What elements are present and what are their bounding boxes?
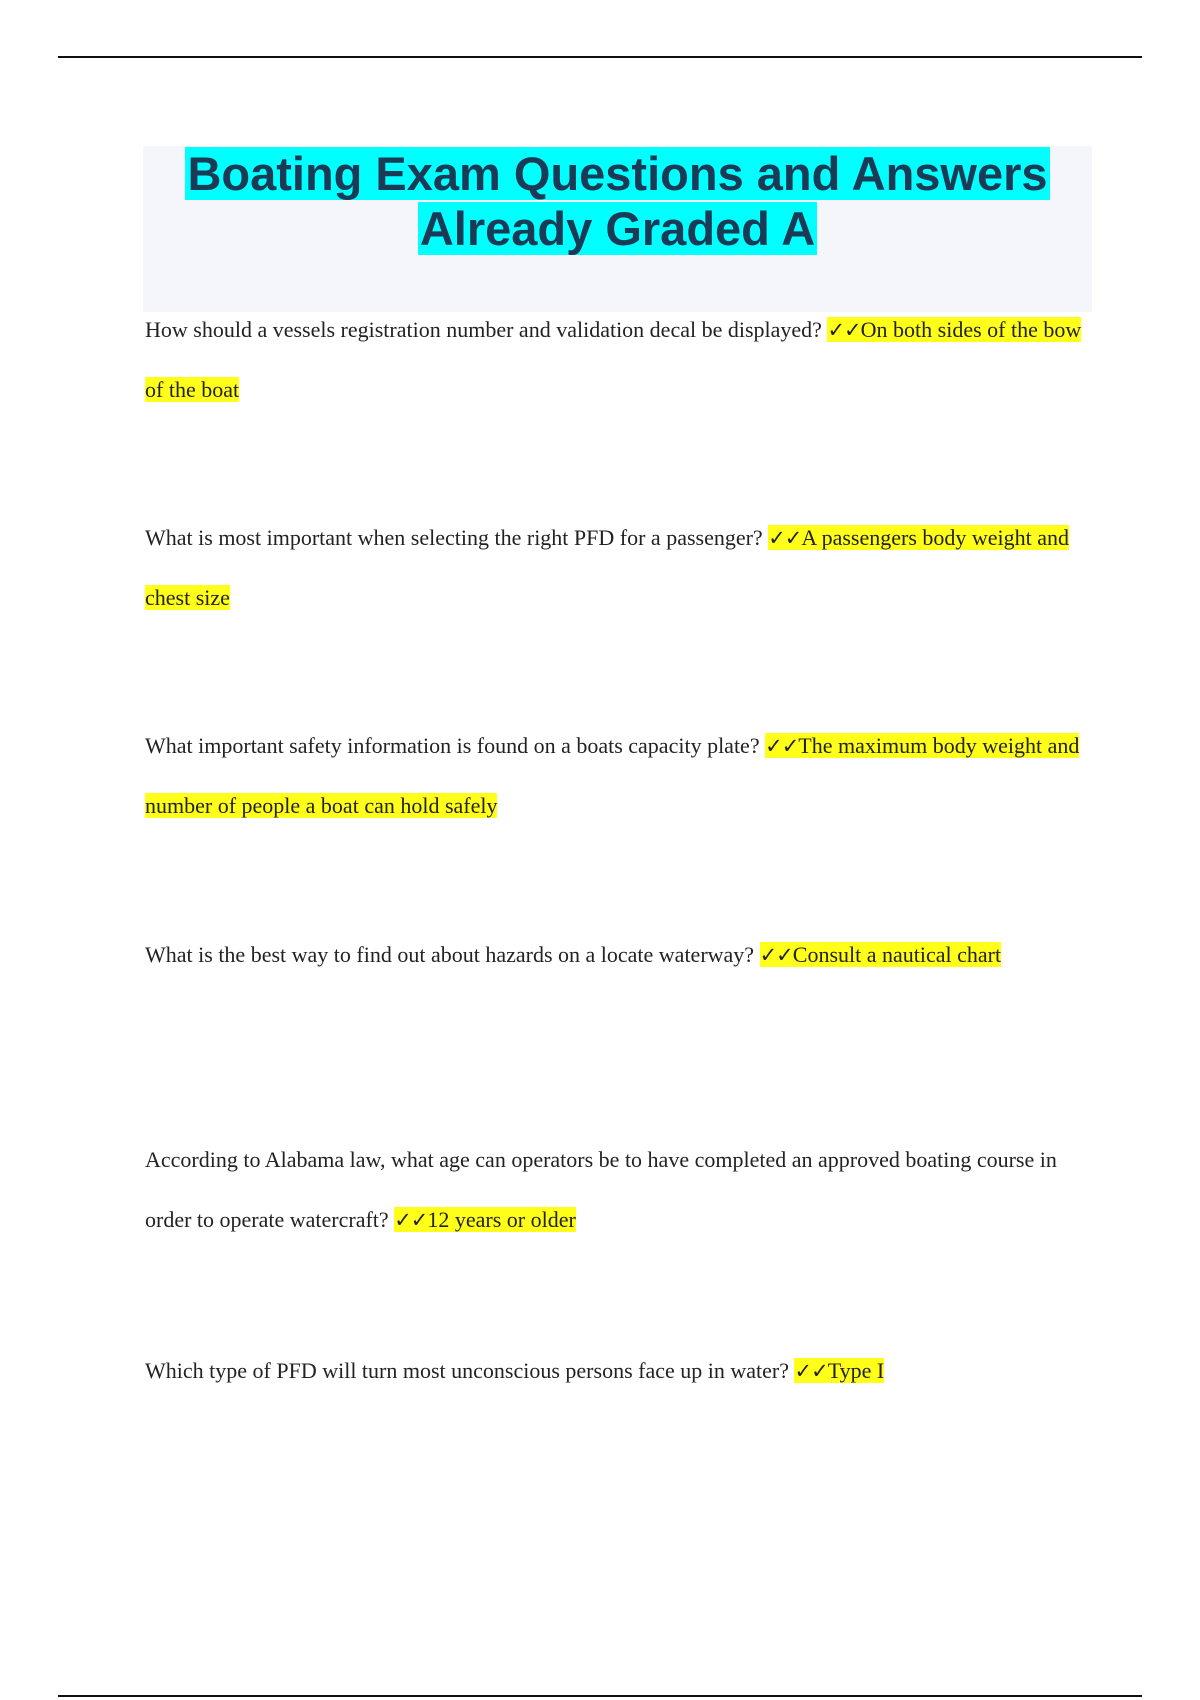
answer-text: On both sides of the bow of the boat <box>145 317 1082 402</box>
qa-item <box>145 1341 1090 1401</box>
title-block <box>143 146 1092 312</box>
qa-item <box>145 1130 1090 1250</box>
answer-text: A passengers body weight and chest size <box>145 525 1070 610</box>
title-line-1: Boating Exam Questions and Answers <box>187 147 1048 200</box>
qa-item <box>145 300 1090 420</box>
bottom-rule <box>58 1695 1142 1697</box>
answer-text: Type I <box>827 1358 885 1383</box>
answer-text: The maximum body weight and number of people a boat can hold safely <box>145 733 1080 818</box>
answer-text: Consult a nautical chart <box>792 942 1002 967</box>
question-text: What important safety information is found on a boats capacity plate? <box>145 733 760 758</box>
document-title <box>143 146 1092 256</box>
double-check-icon: ✓✓ <box>765 734 799 758</box>
double-check-icon: ✓✓ <box>759 943 793 967</box>
question-text: According to Alabama law, what age can operators be to have completed an approved boating course in order to operate watercraft? <box>145 1147 1057 1232</box>
answer-highlight <box>394 1207 576 1232</box>
top-rule <box>58 56 1142 58</box>
double-check-icon: ✓✓ <box>827 318 861 342</box>
answer-highlight <box>794 1358 884 1383</box>
question-text: Which type of PFD will turn most unconscious persons face up in water? <box>145 1358 789 1383</box>
answer-text: 12 years or older <box>427 1207 576 1232</box>
double-check-icon: ✓✓ <box>394 1208 428 1232</box>
question-text: How should a vessels registration number and validation decal be displayed? <box>145 317 822 342</box>
title-line-2: Already Graded A <box>419 202 816 255</box>
qa-item <box>145 925 1090 985</box>
question-text: What is the best way to find out about hazards on a locate waterway? <box>145 942 755 967</box>
double-check-icon: ✓✓ <box>794 1359 828 1383</box>
answer-highlight <box>760 942 1002 967</box>
qa-item <box>145 716 1090 836</box>
double-check-icon: ✓✓ <box>768 526 802 550</box>
qa-item <box>145 508 1090 628</box>
question-text: What is most important when selecting the right PFD for a passenger? <box>145 525 763 550</box>
